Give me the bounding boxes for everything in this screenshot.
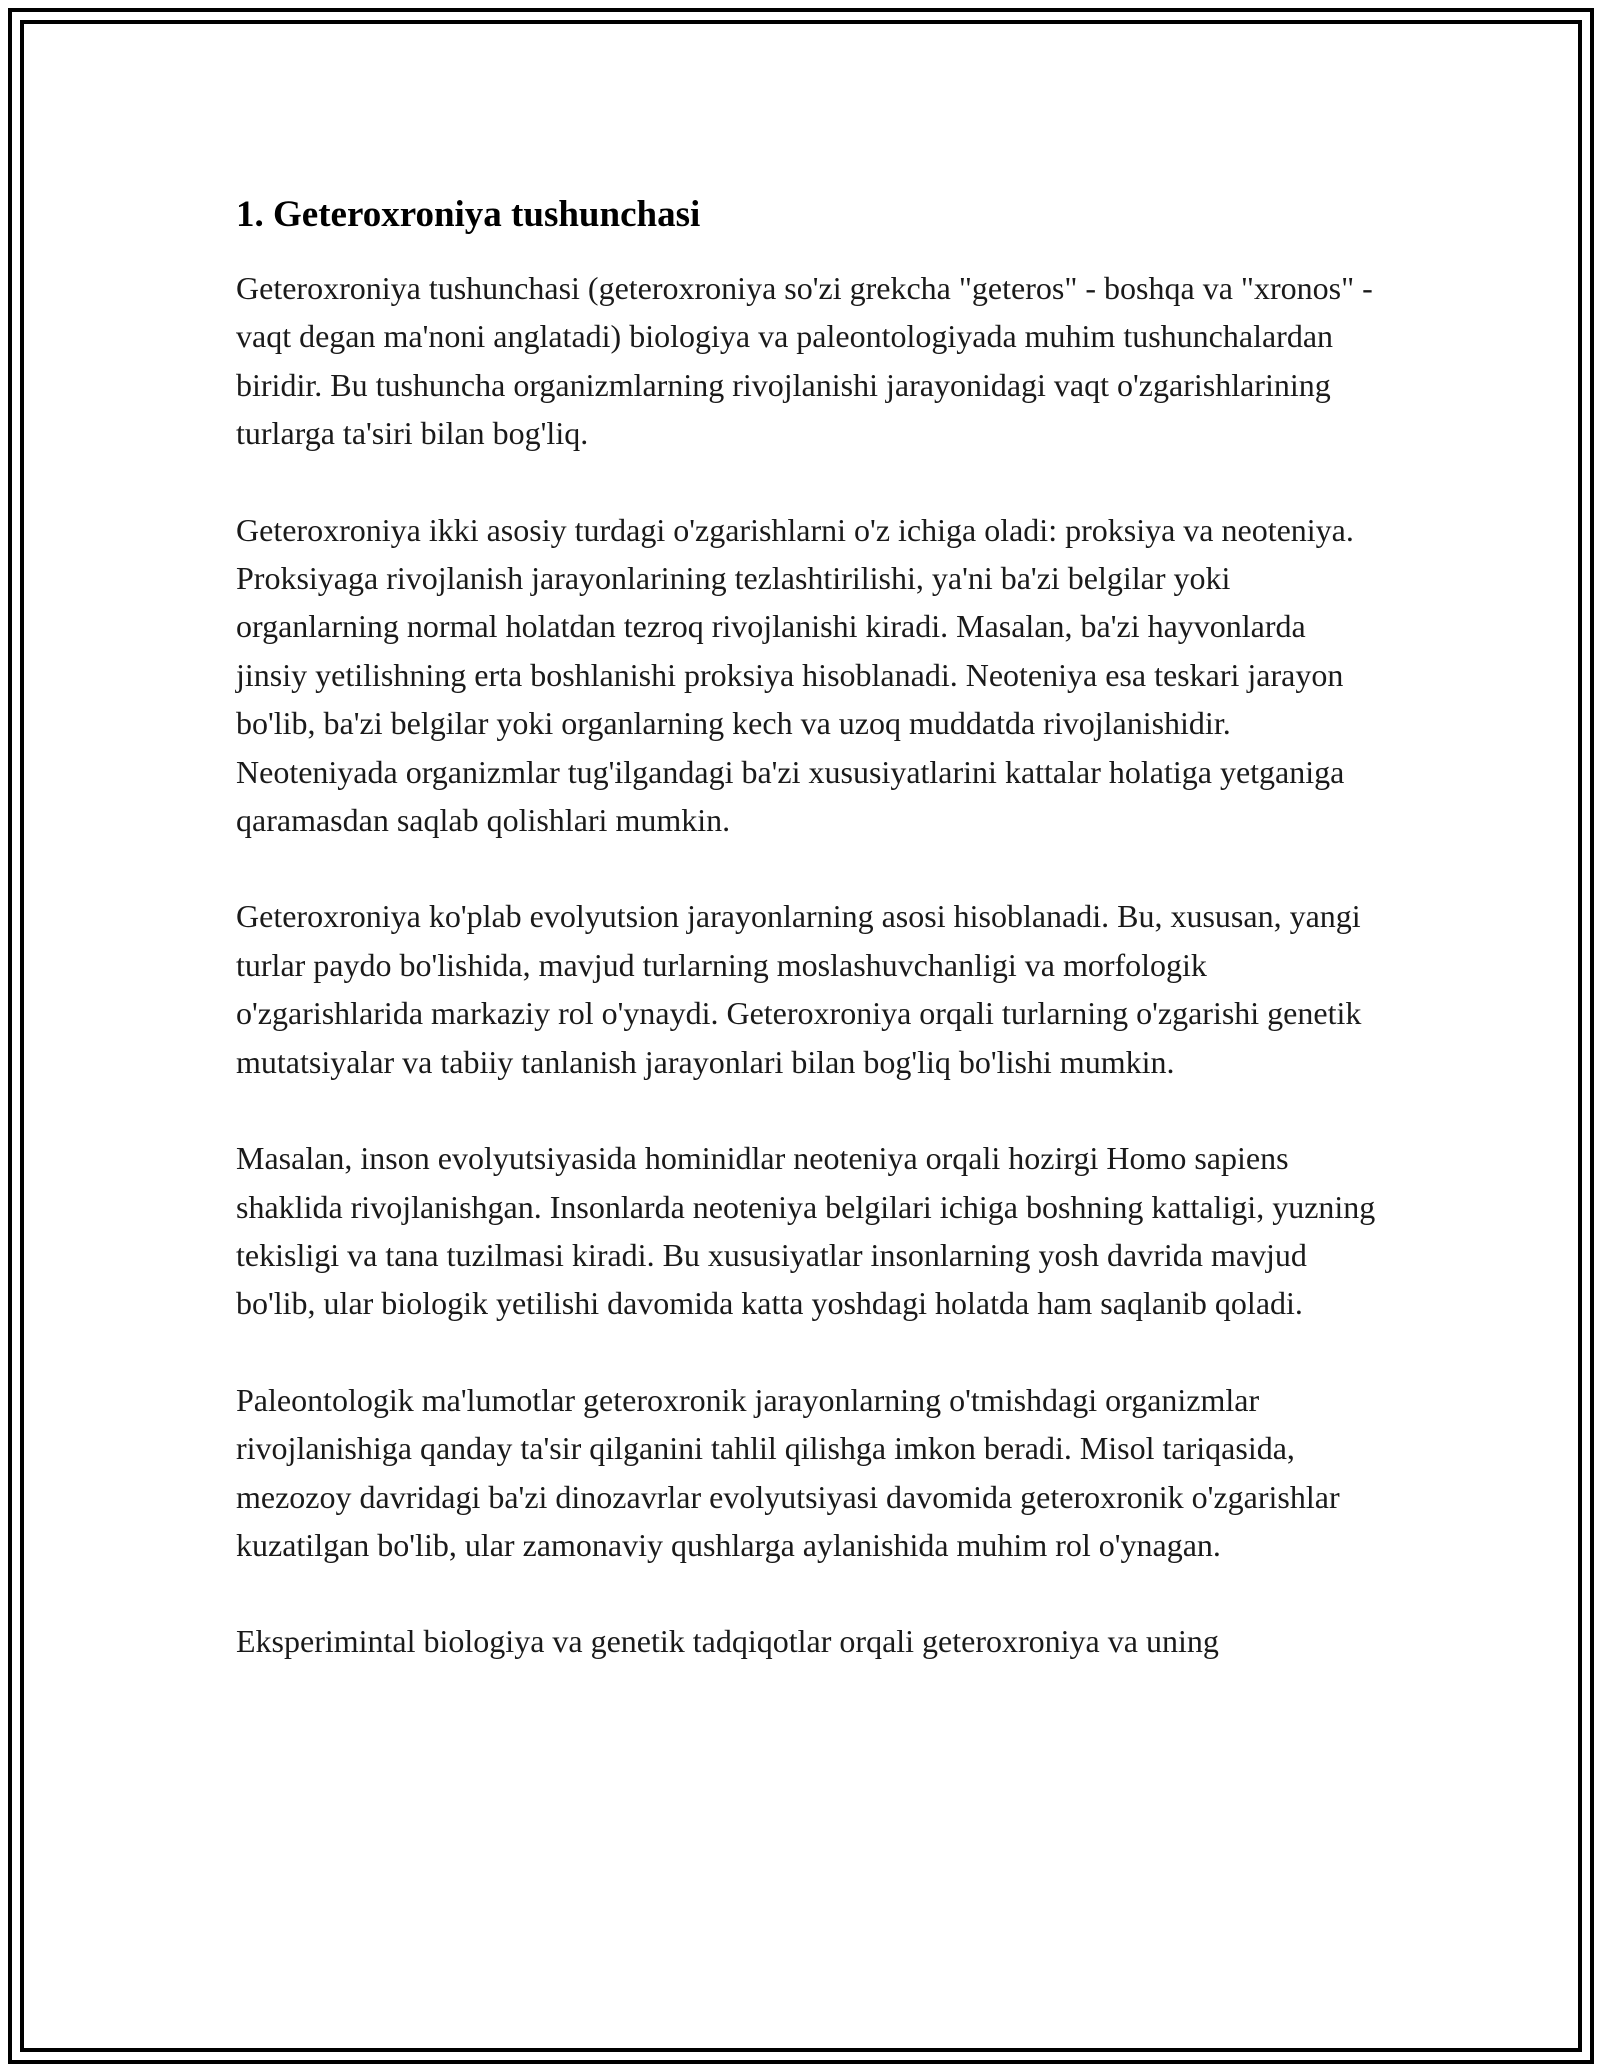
section-heading: 1. Geteroxroniya tushunchasi	[236, 194, 701, 235]
paragraph: Geteroxroniya ikki asosiy turdagi o'zgarishlarni o'z ichiga oladi: proksiya va neoteniya. Proksiyaga rivojlanish jarayonlarining tezlashtirilishi, ya'ni ba'zi belgilar yoki organlarning normal holatdan tezroq rivojlanishi kiradi. Masalan, ba'zi hayvonlarda jinsiy yetilishning erta boshlanishi proksiya hisoblanadi. Neoteniya esa teskari jarayon bo'lib, ba'zi belgilar yoki organlarning kech va uzoq muddatda rivojlanishidir. Neoteniyada organizmlar tug'ilgandagi ba'zi xususiyatlarini kattalar holatiga yetganiga qaramasdan saqlab qolishlari mumkin.	[236, 511, 1354, 839]
paragraph: Geteroxroniya ko'plab evolyutsion jarayonlarning asosi hisoblanadi. Bu, xususan, yangi turlar paydo bo'lishida, mavjud turlarning moslashuvchanligi va morfologik o'zgarishlarida markaziy rol o'ynaydi. Geteroxroniya orqali turlarning o'zgarishi genetik mutatsiyalar va tabiiy tanlanish jarayonlari bilan bog'liq bo'lishi mumkin.	[236, 898, 1362, 1080]
document-body	[236, 186, 1376, 1714]
paragraph: Paleontologik ma'lumotlar geteroxronik jarayonlarning o'tmishdagi organizmlar rivojlanishiga qanday ta'sir qilganini tahlil qilishga imkon beradi. Misol tariqasida, mezozoy davridagi ba'zi dinozavrlar evolyutsiyasi davomida geteroxronik o'zgarishlar kuzatilgan bo'lib, ular zamonaviy qushlarga aylanishida muhim rol o'ynagan.	[236, 1381, 1340, 1563]
paragraph: Geteroxroniya tushunchasi (geteroxroniya so'zi grekcha "geteros" - boshqa va "xronos" - vaqt degan ma'noni anglatadi) biologiya va paleontologiyada muhim tushunchalardan biridir. Bu tushuncha organizmlarning rivojlanishi jarayonidagi vaqt o'zgarishlarining turlarga ta'siri bilan bog'liq.	[236, 270, 1373, 452]
paragraph: Masalan, inson evolyutsiyasida hominidlar neoteniya orqali hozirgi Homo sapiens shaklida rivojlanishgan. Insonlarda neoteniya belgilari ichiga boshning kattaligi, yuzning tekisligi va tana tuzilmasi kiradi. Bu xususiyatlar insonlarning yosh davrida mavjud bo'lib, ular biologik yetilishi davomida katta yoshdagi holatda ham saqlanib qoladi.	[236, 1140, 1376, 1322]
paragraph-list	[236, 264, 1376, 1666]
paragraph: Eksperimintal biologiya va genetik tadqiqotlar orqali geteroxroniya va uning	[236, 1623, 1219, 1660]
